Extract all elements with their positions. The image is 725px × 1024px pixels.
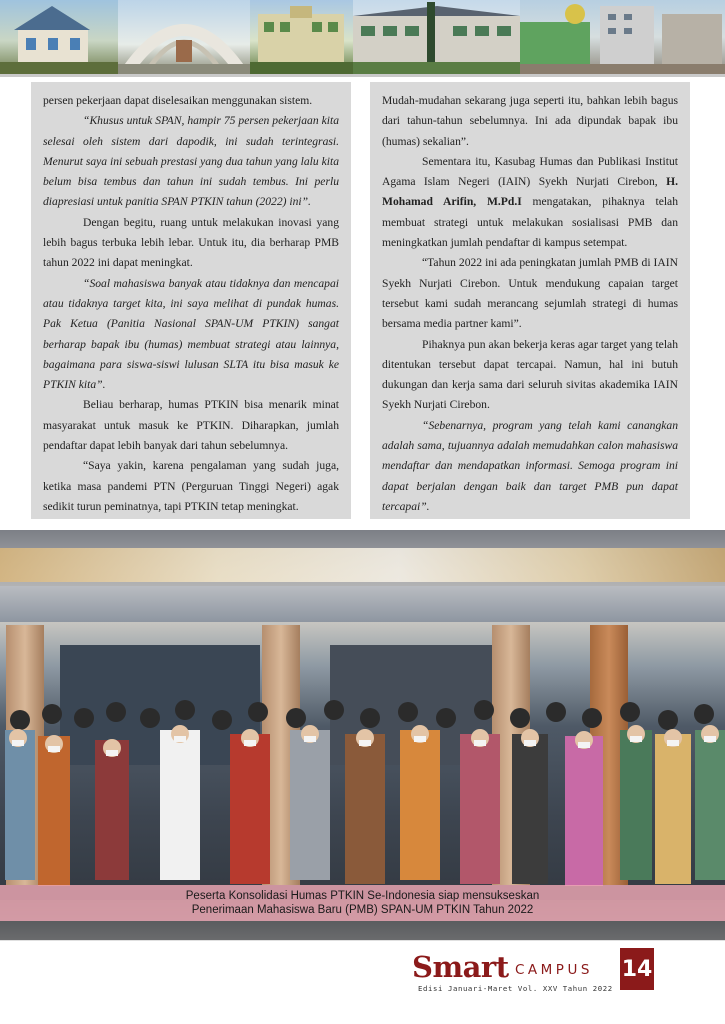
edition-info: Edisi Januari-Maret Vol. XXV Tahun 2022	[418, 984, 613, 993]
article-column-left	[31, 82, 351, 519]
photo-ceiling-light	[0, 548, 725, 582]
footer-divider	[0, 940, 725, 941]
left-paragraph-6: “Saya yakin, karena pengalaman yang sudah juga, ketika masa pandemi PTN (Perguruan Tinggi Negeri) agak sedikit turun peminatnya, tapi PTKIN tetap meningkat.	[43, 459, 339, 513]
left-paragraph-5: Beliau berharap, humas PTKIN bisa menarik minat masyarakat untuk masuk ke PTKIN. Diharapkan, jumlah pendaftar dapat lebih banyak dari tahun sebelumnya.	[43, 398, 339, 453]
speaker-name: H. Mohamad Arifin, M.Pd.I	[382, 175, 678, 209]
right-paragraph-1: Mudah-mudahan sekarang juga seperti itu, bahkan lebih bagus dari tahun-tahun sebelumnya. Ini ada dipundak bapak ibu (humas) sekalian”.	[382, 94, 678, 148]
page-number: 14	[620, 948, 654, 990]
banner-photo-3	[250, 0, 353, 74]
group-photo	[0, 530, 725, 940]
right-paragraph-3: “Tahun 2022 ini ada peningkatan jumlah PMB di IAIN Syekh Nurjati Cirebon. Untuk mendukung capaian target tersebut kami sudah merancang sejumlah strategi di humas bersama media partner kami”.	[382, 256, 678, 331]
left-paragraph-4: “Soal mahasiswa banyak atau tidaknya dan mencapai atau tidaknya target kita, ini saya melihat di pundak humas. Pak Ketua (Panitia Nasional SPAN-UM PTKIN) sangat berharap bapak ibu (humas) membuat strategi atau lainnya, bagaimana para siswa-siswi lulusan SLTA itu bisa masuk ke PTKIN kita”.	[43, 276, 339, 392]
right-paragraph-2	[382, 152, 678, 253]
logo-campus: CAMPUS	[515, 962, 593, 978]
banner-photo-1	[0, 0, 118, 74]
article-column-right	[370, 82, 690, 519]
right-paragraph-2-tail: mengatakan, pihaknya telah membuat strategi untuk melakukan sosialisasi PMB dan meningkatkan jumlah pendaftar di kampus setempat.	[382, 195, 678, 250]
banner-photo-4	[353, 0, 520, 74]
left-paragraph-3: Dengan begitu, ruang untuk melakukan inovasi yang lebih bagus terbuka lebih lebar. Untuk itu, dia berharap PMB tahun 2022 ini dapat meningkat.	[43, 215, 339, 270]
banner-photo-2	[118, 0, 250, 74]
left-paragraph-2: “Khusus untuk SPAN, hampir 75 persen pekerjaan kita selesai oleh sistem dari dapodik, ini sudah terintegrasi. Menurut saya ini sebuah prestasi yang dua tahun yang lalu kita belum bisa tembus dan tahun ini sudah tembus. Ini perlu diapresiasi untuk panitia SPAN PTKIN tahun (2022) ini”.	[43, 114, 339, 209]
right-paragraph-2-lead: Sementara itu, Kasubag Humas dan Publikasi Institut Agama Islam Negeri (IAIN) Syekh Nurjati Cirebon,	[382, 154, 678, 189]
header-banner	[0, 0, 725, 74]
left-paragraph-1: persen pekerjaan dapat diselesaikan menggunakan sistem.	[43, 94, 313, 107]
logo-smart: Smart	[412, 950, 509, 984]
caption-line-1: Peserta Konsolidasi Humas PTKIN Se-Indonesia siap mensukseskan	[185, 890, 540, 902]
photo-ceiling-band	[0, 586, 725, 622]
caption-line-2: Penerimaan Mahasiswa Baru (PMB) SPAN-UM PTKIN Tahun 2022	[191, 904, 534, 916]
banner-photo-5	[520, 0, 725, 74]
header-divider	[0, 74, 725, 77]
right-paragraph-5: “Sebenarnya, program yang telah kami canangkan adalah sama, tujuannya adalah memudahkan calon mahasiswa mendaftar dan mendapatkan informasi. Semoga program ini dapat berjalan dengan baik dan target PMB pun dapat tercapai”.	[382, 418, 678, 513]
right-paragraph-4: Pihaknya pun akan bekerja keras agar target yang telah ditentukan tersebut dapat tercapai. Namun, hal ini butuh dukungan dan kerja sama dari seluruh sivitas akademika IAIN Syekh Nurjati Cirebon.	[382, 337, 678, 412]
photo-caption	[0, 885, 725, 921]
